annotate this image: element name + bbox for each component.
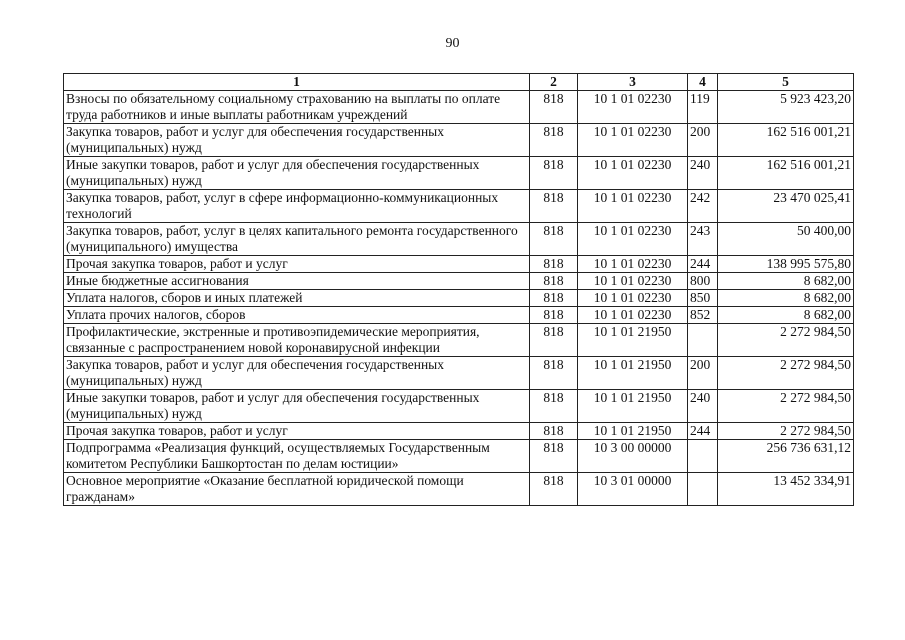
cell-sum: 2 272 984,50 <box>718 423 854 440</box>
cell-target-article-code: 10 1 01 21950 <box>578 390 688 423</box>
cell-expense-type-code: 240 <box>688 390 718 423</box>
cell-expense-type-code: 119 <box>688 91 718 124</box>
cell-target-article-code: 10 1 01 02230 <box>578 223 688 256</box>
column-header-sum: 5 <box>718 74 854 91</box>
cell-department-code: 818 <box>530 223 578 256</box>
cell-sum: 23 470 025,41 <box>718 190 854 223</box>
cell-target-article-code: 10 1 01 02230 <box>578 307 688 324</box>
cell-name: Закупка товаров, работ и услуг для обеспечения государственных (муниципальных) нужд <box>64 124 530 157</box>
cell-department-code: 818 <box>530 423 578 440</box>
cell-expense-type-code: 244 <box>688 256 718 273</box>
cell-name: Подпрограмма «Реализация функций, осуществляемых Государственным комитетом Республики Башкортостан по делам юстиции» <box>64 440 530 473</box>
cell-target-article-code: 10 1 01 02230 <box>578 190 688 223</box>
cell-target-article-code: 10 1 01 02230 <box>578 290 688 307</box>
cell-department-code: 818 <box>530 473 578 506</box>
cell-department-code: 818 <box>530 157 578 190</box>
cell-name: Закупка товаров, работ, услуг в целях капитального ремонта государственного (муниципального) имущества <box>64 223 530 256</box>
cell-department-code: 818 <box>530 190 578 223</box>
cell-sum: 138 995 575,80 <box>718 256 854 273</box>
cell-department-code: 818 <box>530 324 578 357</box>
cell-expense-type-code: 852 <box>688 307 718 324</box>
cell-name: Иные бюджетные ассигнования <box>64 273 530 290</box>
table-row <box>64 223 854 256</box>
cell-sum: 2 272 984,50 <box>718 324 854 357</box>
table-body <box>64 91 854 506</box>
cell-sum: 50 400,00 <box>718 223 854 256</box>
table-row <box>64 307 854 324</box>
cell-department-code: 818 <box>530 290 578 307</box>
cell-name: Взносы по обязательному социальному страхованию на выплаты по оплате труда работников и иные выплаты работникам учреждений <box>64 91 530 124</box>
header-row <box>64 74 854 91</box>
cell-expense-type-code: 242 <box>688 190 718 223</box>
cell-sum: 162 516 001,21 <box>718 124 854 157</box>
cell-expense-type-code: 200 <box>688 124 718 157</box>
table-row <box>64 190 854 223</box>
cell-department-code: 818 <box>530 390 578 423</box>
cell-expense-type-code: 243 <box>688 223 718 256</box>
cell-sum: 8 682,00 <box>718 307 854 324</box>
table-row <box>64 324 854 357</box>
cell-name: Закупка товаров, работ, услуг в сфере информационно-коммуникационных технологий <box>64 190 530 223</box>
cell-target-article-code: 10 1 01 21950 <box>578 357 688 390</box>
cell-sum: 8 682,00 <box>718 273 854 290</box>
cell-target-article-code: 10 1 01 21950 <box>578 324 688 357</box>
cell-target-article-code: 10 1 01 02230 <box>578 157 688 190</box>
table-row <box>64 256 854 273</box>
cell-name: Прочая закупка товаров, работ и услуг <box>64 256 530 273</box>
cell-expense-type-code <box>688 473 718 506</box>
cell-department-code: 818 <box>530 307 578 324</box>
cell-name: Основное мероприятие «Оказание бесплатной юридической помощи гражданам» <box>64 473 530 506</box>
cell-name: Уплата прочих налогов, сборов <box>64 307 530 324</box>
table-row <box>64 91 854 124</box>
cell-target-article-code: 10 1 01 02230 <box>578 256 688 273</box>
cell-name: Иные закупки товаров, работ и услуг для обеспечения государственных (муниципальных) нужд <box>64 157 530 190</box>
cell-department-code: 818 <box>530 91 578 124</box>
table-row <box>64 440 854 473</box>
table-row <box>64 423 854 440</box>
table-row <box>64 273 854 290</box>
cell-name: Иные закупки товаров, работ и услуг для обеспечения государственных (муниципальных) нужд <box>64 390 530 423</box>
column-header-target-article: 3 <box>578 74 688 91</box>
cell-department-code: 818 <box>530 256 578 273</box>
table-row <box>64 473 854 506</box>
table-row <box>64 157 854 190</box>
cell-expense-type-code: 244 <box>688 423 718 440</box>
cell-target-article-code: 10 3 00 00000 <box>578 440 688 473</box>
column-header-expense-type: 4 <box>688 74 718 91</box>
column-header-name: 1 <box>64 74 530 91</box>
cell-target-article-code: 10 1 01 02230 <box>578 91 688 124</box>
cell-target-article-code: 10 3 01 00000 <box>578 473 688 506</box>
cell-name: Закупка товаров, работ и услуг для обеспечения государственных (муниципальных) нужд <box>64 357 530 390</box>
cell-name: Уплата налогов, сборов и иных платежей <box>64 290 530 307</box>
cell-name: Прочая закупка товаров, работ и услуг <box>64 423 530 440</box>
column-header-department: 2 <box>530 74 578 91</box>
cell-expense-type-code: 800 <box>688 273 718 290</box>
cell-sum: 2 272 984,50 <box>718 390 854 423</box>
cell-sum: 2 272 984,50 <box>718 357 854 390</box>
cell-name: Профилактические, экстренные и противоэпидемические мероприятия, связанные с распространением новой коронавирусной инфекции <box>64 324 530 357</box>
cell-target-article-code: 10 1 01 02230 <box>578 273 688 290</box>
cell-target-article-code: 10 1 01 21950 <box>578 423 688 440</box>
cell-department-code: 818 <box>530 124 578 157</box>
cell-sum: 5 923 423,20 <box>718 91 854 124</box>
cell-sum: 162 516 001,21 <box>718 157 854 190</box>
cell-target-article-code: 10 1 01 02230 <box>578 124 688 157</box>
cell-expense-type-code: 200 <box>688 357 718 390</box>
cell-department-code: 818 <box>530 440 578 473</box>
budget-table <box>63 73 854 506</box>
cell-department-code: 818 <box>530 273 578 290</box>
cell-sum: 8 682,00 <box>718 290 854 307</box>
page-number: 90 <box>445 36 460 51</box>
cell-expense-type-code: 850 <box>688 290 718 307</box>
cell-expense-type-code <box>688 324 718 357</box>
cell-sum: 256 736 631,12 <box>718 440 854 473</box>
cell-expense-type-code <box>688 440 718 473</box>
cell-department-code: 818 <box>530 357 578 390</box>
table-row <box>64 390 854 423</box>
cell-expense-type-code: 240 <box>688 157 718 190</box>
table-row <box>64 357 854 390</box>
table-row <box>64 290 854 307</box>
cell-sum: 13 452 334,91 <box>718 473 854 506</box>
table-row <box>64 124 854 157</box>
